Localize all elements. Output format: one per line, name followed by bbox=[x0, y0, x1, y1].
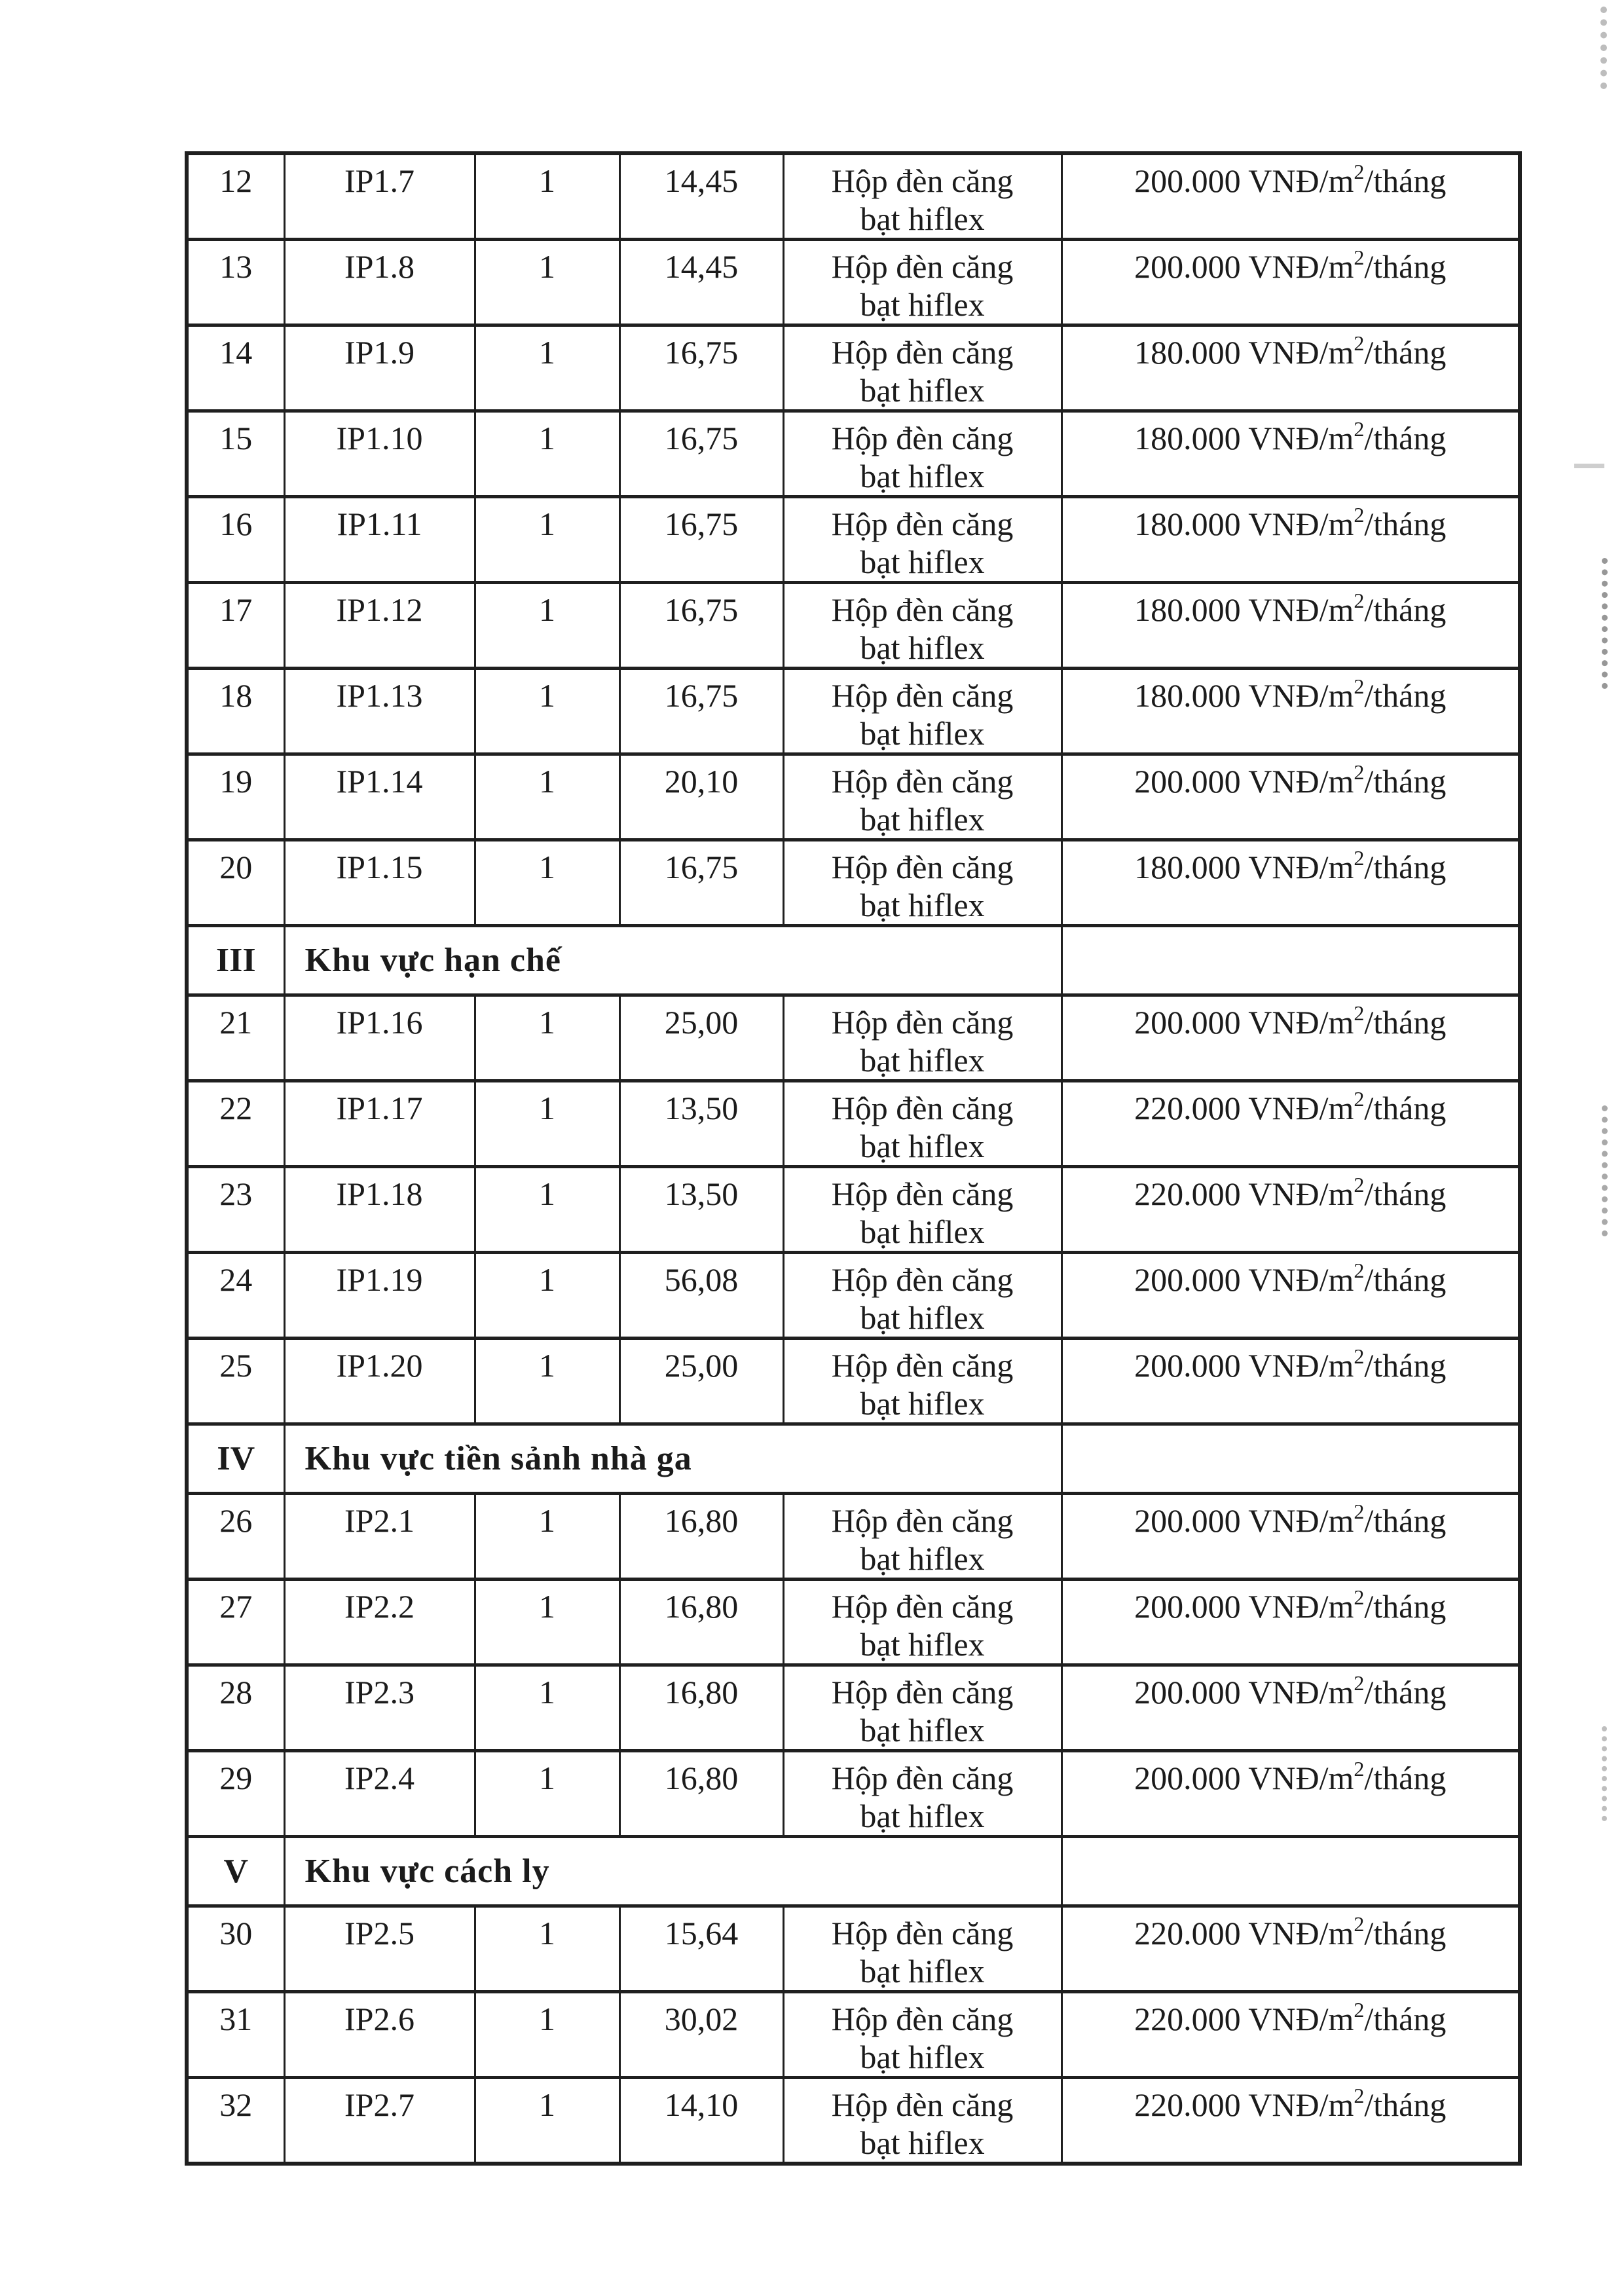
row-number-cell: 16 bbox=[187, 497, 284, 583]
section-price-empty-cell bbox=[1061, 926, 1520, 995]
description-cell bbox=[783, 754, 1061, 840]
superscript-2: 2 bbox=[1354, 1500, 1365, 1523]
quantity-cell: 1 bbox=[475, 1081, 619, 1167]
scan-artifact bbox=[1600, 7, 1607, 89]
description-line: bạt hiflex bbox=[860, 1712, 985, 1748]
position-code-cell: IP1.15 bbox=[284, 840, 475, 926]
position-code-cell: IP2.5 bbox=[284, 1906, 475, 1992]
superscript-2: 2 bbox=[1354, 1585, 1365, 1609]
row-number-cell: 21 bbox=[187, 995, 284, 1081]
table-row bbox=[187, 497, 1520, 583]
area-cell: 16,80 bbox=[619, 1751, 783, 1837]
description-line: bạt hiflex bbox=[860, 1385, 985, 1422]
area-cell: 16,75 bbox=[619, 411, 783, 497]
superscript-2: 2 bbox=[1354, 1998, 1365, 2022]
superscript-2: 2 bbox=[1354, 331, 1365, 355]
price-cell: 180.000 VNĐ/$m^2$/tháng bbox=[1061, 325, 1520, 411]
description-cell bbox=[783, 1339, 1061, 1424]
description-line: bạt hiflex bbox=[860, 200, 985, 237]
quantity-cell: 1 bbox=[475, 1665, 619, 1751]
area-cell: 16,80 bbox=[619, 1494, 783, 1580]
superscript-2: 2 bbox=[1354, 1344, 1365, 1368]
table-row bbox=[187, 583, 1520, 669]
description-line: bạt hiflex bbox=[860, 1540, 985, 1577]
price-cell: 180.000 VNĐ/$m^2$/tháng bbox=[1061, 669, 1520, 754]
position-code-cell: IP1.13 bbox=[284, 669, 475, 754]
row-number-cell: 13 bbox=[187, 240, 284, 325]
section-number-cell: III bbox=[187, 926, 284, 995]
area-cell: 16,75 bbox=[619, 583, 783, 669]
superscript-2: 2 bbox=[1354, 760, 1365, 784]
description-line: bạt hiflex bbox=[860, 1798, 985, 1834]
price-cell: 180.000 VNĐ/$m^2$/tháng bbox=[1061, 411, 1520, 497]
table-row bbox=[187, 411, 1520, 497]
table-row bbox=[187, 995, 1520, 1081]
description-cell bbox=[783, 1494, 1061, 1580]
section-row bbox=[187, 1837, 1520, 1906]
quantity-cell: 1 bbox=[475, 840, 619, 926]
description-line: Hộp đèn căng bbox=[831, 1915, 1014, 1951]
area-cell: 16,75 bbox=[619, 669, 783, 754]
quantity-cell: 1 bbox=[475, 1167, 619, 1253]
area-cell: 14,10 bbox=[619, 2078, 783, 2164]
description-cell bbox=[783, 1992, 1061, 2078]
section-row bbox=[187, 1424, 1520, 1494]
price-table bbox=[185, 151, 1522, 2166]
table-row bbox=[187, 2078, 1520, 2164]
row-number-cell: 32 bbox=[187, 2078, 284, 2164]
table-row bbox=[187, 754, 1520, 840]
superscript-2: 2 bbox=[1354, 675, 1365, 698]
row-number-cell: 31 bbox=[187, 1992, 284, 2078]
quantity-cell: 1 bbox=[475, 1992, 619, 2078]
description-cell bbox=[783, 840, 1061, 926]
description-line: bạt hiflex bbox=[860, 1953, 985, 1989]
description-cell bbox=[783, 995, 1061, 1081]
description-cell bbox=[783, 1665, 1061, 1751]
section-price-empty-cell bbox=[1061, 1424, 1520, 1494]
table-row bbox=[187, 1494, 1520, 1580]
table-row bbox=[187, 240, 1520, 325]
quantity-cell: 1 bbox=[475, 669, 619, 754]
row-number-cell: 15 bbox=[187, 411, 284, 497]
table-row bbox=[187, 1906, 1520, 1992]
price-cell: 220.000 VNĐ/$m^2$/tháng bbox=[1061, 2078, 1520, 2164]
position-code-cell: IP1.9 bbox=[284, 325, 475, 411]
quantity-cell: 1 bbox=[475, 2078, 619, 2164]
superscript-2: 2 bbox=[1354, 846, 1365, 870]
area-cell: 56,08 bbox=[619, 1253, 783, 1339]
position-code-cell: IP1.11 bbox=[284, 497, 475, 583]
table-row bbox=[187, 840, 1520, 926]
table-row bbox=[187, 1253, 1520, 1339]
description-line: bạt hiflex bbox=[860, 2124, 985, 2161]
description-line: Hộp đèn căng bbox=[831, 248, 1014, 285]
description-line: Hộp đèn căng bbox=[831, 2086, 1014, 2123]
price-cell: 180.000 VNĐ/$m^2$/tháng bbox=[1061, 497, 1520, 583]
price-cell: 220.000 VNĐ/$m^2$/tháng bbox=[1061, 1167, 1520, 1253]
row-number-cell: 29 bbox=[187, 1751, 284, 1837]
description-line: bạt hiflex bbox=[860, 1213, 985, 1250]
superscript-2: 2 bbox=[1354, 1757, 1365, 1781]
quantity-cell: 1 bbox=[475, 1906, 619, 1992]
description-line: bạt hiflex bbox=[860, 372, 985, 409]
area-cell: 25,00 bbox=[619, 995, 783, 1081]
row-number-cell: 26 bbox=[187, 1494, 284, 1580]
description-line: bạt hiflex bbox=[860, 458, 985, 494]
row-number-cell: 24 bbox=[187, 1253, 284, 1339]
row-number-cell: 28 bbox=[187, 1665, 284, 1751]
section-number-cell: IV bbox=[187, 1424, 284, 1494]
description-line: Hộp đèn căng bbox=[831, 1004, 1014, 1041]
price-cell: 200.000 VNĐ/$m^2$/tháng bbox=[1061, 1494, 1520, 1580]
quantity-cell: 1 bbox=[475, 1339, 619, 1424]
row-number-cell: 23 bbox=[187, 1167, 284, 1253]
price-cell: 200.000 VNĐ/$m^2$/tháng bbox=[1061, 1253, 1520, 1339]
table-row bbox=[187, 153, 1520, 240]
superscript-2: 2 bbox=[1354, 1671, 1365, 1695]
price-cell: 180.000 VNĐ/$m^2$/tháng bbox=[1061, 840, 1520, 926]
table-row bbox=[187, 1751, 1520, 1837]
description-line: Hộp đèn căng bbox=[831, 1674, 1014, 1710]
quantity-cell: 1 bbox=[475, 325, 619, 411]
price-cell: 200.000 VNĐ/$m^2$/tháng bbox=[1061, 995, 1520, 1081]
position-code-cell: IP2.4 bbox=[284, 1751, 475, 1837]
area-cell: 15,64 bbox=[619, 1906, 783, 1992]
description-cell bbox=[783, 1751, 1061, 1837]
area-cell: 16,75 bbox=[619, 840, 783, 926]
price-cell: 200.000 VNĐ/$m^2$/tháng bbox=[1061, 1665, 1520, 1751]
description-line: bạt hiflex bbox=[860, 715, 985, 752]
price-cell: 220.000 VNĐ/$m^2$/tháng bbox=[1061, 1081, 1520, 1167]
price-cell: 200.000 VNĐ/$m^2$/tháng bbox=[1061, 1751, 1520, 1837]
position-code-cell: IP1.19 bbox=[284, 1253, 475, 1339]
description-line: bạt hiflex bbox=[860, 1299, 985, 1336]
section-number-cell: V bbox=[187, 1837, 284, 1906]
table-row bbox=[187, 1580, 1520, 1665]
row-number-cell: 18 bbox=[187, 669, 284, 754]
scan-artifact bbox=[1602, 558, 1608, 689]
row-number-cell: 19 bbox=[187, 754, 284, 840]
price-cell: 220.000 VNĐ/$m^2$/tháng bbox=[1061, 1906, 1520, 1992]
description-cell bbox=[783, 583, 1061, 669]
description-line: Hộp đèn căng bbox=[831, 677, 1014, 714]
price-cell: 200.000 VNĐ/$m^2$/tháng bbox=[1061, 754, 1520, 840]
description-cell bbox=[783, 411, 1061, 497]
quantity-cell: 1 bbox=[475, 995, 619, 1081]
quantity-cell: 1 bbox=[475, 497, 619, 583]
description-line: Hộp đèn căng bbox=[831, 1588, 1014, 1625]
description-cell bbox=[783, 1580, 1061, 1665]
price-cell: 180.000 VNĐ/$m^2$/tháng bbox=[1061, 583, 1520, 669]
position-code-cell: IP1.17 bbox=[284, 1081, 475, 1167]
area-cell: 16,80 bbox=[619, 1665, 783, 1751]
description-line: Hộp đèn căng bbox=[831, 506, 1014, 542]
area-cell: 16,75 bbox=[619, 325, 783, 411]
description-line: bạt hiflex bbox=[860, 2039, 985, 2075]
description-line: Hộp đèn căng bbox=[831, 1175, 1014, 1212]
price-table-body bbox=[187, 153, 1520, 2164]
quantity-cell: 1 bbox=[475, 1580, 619, 1665]
description-cell bbox=[783, 1081, 1061, 1167]
description-cell bbox=[783, 497, 1061, 583]
description-line: bạt hiflex bbox=[860, 1042, 985, 1079]
description-line: Hộp đèn căng bbox=[831, 420, 1014, 456]
superscript-2: 2 bbox=[1354, 1001, 1365, 1025]
row-number-cell: 17 bbox=[187, 583, 284, 669]
table-row bbox=[187, 1167, 1520, 1253]
description-line: Hộp đèn căng bbox=[831, 334, 1014, 371]
description-line: bạt hiflex bbox=[860, 1128, 985, 1164]
area-cell: 30,02 bbox=[619, 1992, 783, 2078]
position-code-cell: IP1.8 bbox=[284, 240, 475, 325]
description-line: Hộp đèn căng bbox=[831, 1760, 1014, 1796]
description-cell bbox=[783, 1253, 1061, 1339]
position-code-cell: IP2.2 bbox=[284, 1580, 475, 1665]
section-price-empty-cell bbox=[1061, 1837, 1520, 1906]
quantity-cell: 1 bbox=[475, 1751, 619, 1837]
row-number-cell: 30 bbox=[187, 1906, 284, 1992]
row-number-cell: 22 bbox=[187, 1081, 284, 1167]
description-line: bạt hiflex bbox=[860, 1626, 985, 1663]
description-line: Hộp đèn căng bbox=[831, 763, 1014, 800]
row-number-cell: 27 bbox=[187, 1580, 284, 1665]
description-cell bbox=[783, 1906, 1061, 1992]
description-line: Hộp đèn căng bbox=[831, 1347, 1014, 1384]
area-cell: 14,45 bbox=[619, 240, 783, 325]
quantity-cell: 1 bbox=[475, 583, 619, 669]
description-line: Hộp đèn căng bbox=[831, 591, 1014, 628]
position-code-cell: IP1.20 bbox=[284, 1339, 475, 1424]
description-cell bbox=[783, 153, 1061, 240]
superscript-2: 2 bbox=[1354, 246, 1365, 269]
position-code-cell: IP2.3 bbox=[284, 1665, 475, 1751]
area-cell: 16,80 bbox=[619, 1580, 783, 1665]
price-cell: 220.000 VNĐ/$m^2$/tháng bbox=[1061, 1992, 1520, 2078]
superscript-2: 2 bbox=[1354, 503, 1365, 527]
area-cell: 13,50 bbox=[619, 1081, 783, 1167]
description-cell bbox=[783, 669, 1061, 754]
section-title-cell: Khu vực cách ly bbox=[284, 1837, 1061, 1906]
description-line: Hộp đèn căng bbox=[831, 1090, 1014, 1126]
description-line: Hộp đèn căng bbox=[831, 162, 1014, 199]
description-line: Hộp đèn căng bbox=[831, 1502, 1014, 1539]
table-row bbox=[187, 1992, 1520, 2078]
quantity-cell: 1 bbox=[475, 240, 619, 325]
position-code-cell: IP2.1 bbox=[284, 1494, 475, 1580]
description-line: Hộp đèn căng bbox=[831, 849, 1014, 885]
price-cell: 200.000 VNĐ/$m^2$/tháng bbox=[1061, 1339, 1520, 1424]
area-cell: 20,10 bbox=[619, 754, 783, 840]
superscript-2: 2 bbox=[1354, 1087, 1365, 1111]
row-number-cell: 20 bbox=[187, 840, 284, 926]
table-row bbox=[187, 325, 1520, 411]
price-cell: 200.000 VNĐ/$m^2$/tháng bbox=[1061, 240, 1520, 325]
row-number-cell: 14 bbox=[187, 325, 284, 411]
row-number-cell: 25 bbox=[187, 1339, 284, 1424]
superscript-2: 2 bbox=[1354, 1259, 1365, 1282]
position-code-cell: IP1.12 bbox=[284, 583, 475, 669]
scan-artifact bbox=[1574, 464, 1604, 468]
position-code-cell: IP1.16 bbox=[284, 995, 475, 1081]
position-code-cell: IP1.7 bbox=[284, 153, 475, 240]
table-row bbox=[187, 1081, 1520, 1167]
price-cell: 200.000 VNĐ/$m^2$/tháng bbox=[1061, 1580, 1520, 1665]
scan-artifact bbox=[1602, 1726, 1607, 1821]
superscript-2: 2 bbox=[1354, 160, 1365, 183]
superscript-2: 2 bbox=[1354, 2084, 1365, 2107]
description-cell bbox=[783, 325, 1061, 411]
superscript-2: 2 bbox=[1354, 1173, 1365, 1196]
quantity-cell: 1 bbox=[475, 153, 619, 240]
description-line: bạt hiflex bbox=[860, 544, 985, 580]
price-cell: 200.000 VNĐ/$m^2$/tháng bbox=[1061, 153, 1520, 240]
superscript-2: 2 bbox=[1354, 589, 1365, 612]
area-cell: 25,00 bbox=[619, 1339, 783, 1424]
quantity-cell: 1 bbox=[475, 1253, 619, 1339]
description-line: bạt hiflex bbox=[860, 887, 985, 923]
table-row bbox=[187, 1339, 1520, 1424]
area-cell: 13,50 bbox=[619, 1167, 783, 1253]
superscript-2: 2 bbox=[1354, 417, 1365, 441]
description-cell bbox=[783, 240, 1061, 325]
description-line: bạt hiflex bbox=[860, 286, 985, 323]
row-number-cell: 12 bbox=[187, 153, 284, 240]
position-code-cell: IP1.18 bbox=[284, 1167, 475, 1253]
quantity-cell: 1 bbox=[475, 411, 619, 497]
section-title-cell: Khu vực hạn chế bbox=[284, 926, 1061, 995]
description-line: Hộp đèn căng bbox=[831, 1261, 1014, 1298]
table-row bbox=[187, 1665, 1520, 1751]
description-cell bbox=[783, 1167, 1061, 1253]
area-cell: 16,75 bbox=[619, 497, 783, 583]
quantity-cell: 1 bbox=[475, 1494, 619, 1580]
section-title-cell: Khu vực tiền sảnh nhà ga bbox=[284, 1424, 1061, 1494]
table-row bbox=[187, 669, 1520, 754]
description-line: bạt hiflex bbox=[860, 629, 985, 666]
area-cell: 14,45 bbox=[619, 153, 783, 240]
position-code-cell: IP1.14 bbox=[284, 754, 475, 840]
scan-artifact bbox=[1602, 1105, 1608, 1236]
section-row bbox=[187, 926, 1520, 995]
superscript-2: 2 bbox=[1354, 1912, 1365, 1936]
quantity-cell: 1 bbox=[475, 754, 619, 840]
position-code-cell: IP2.7 bbox=[284, 2078, 475, 2164]
description-cell bbox=[783, 2078, 1061, 2164]
position-code-cell: IP2.6 bbox=[284, 1992, 475, 2078]
description-line: Hộp đèn căng bbox=[831, 2001, 1014, 2037]
description-line: bạt hiflex bbox=[860, 801, 985, 838]
position-code-cell: IP1.10 bbox=[284, 411, 475, 497]
